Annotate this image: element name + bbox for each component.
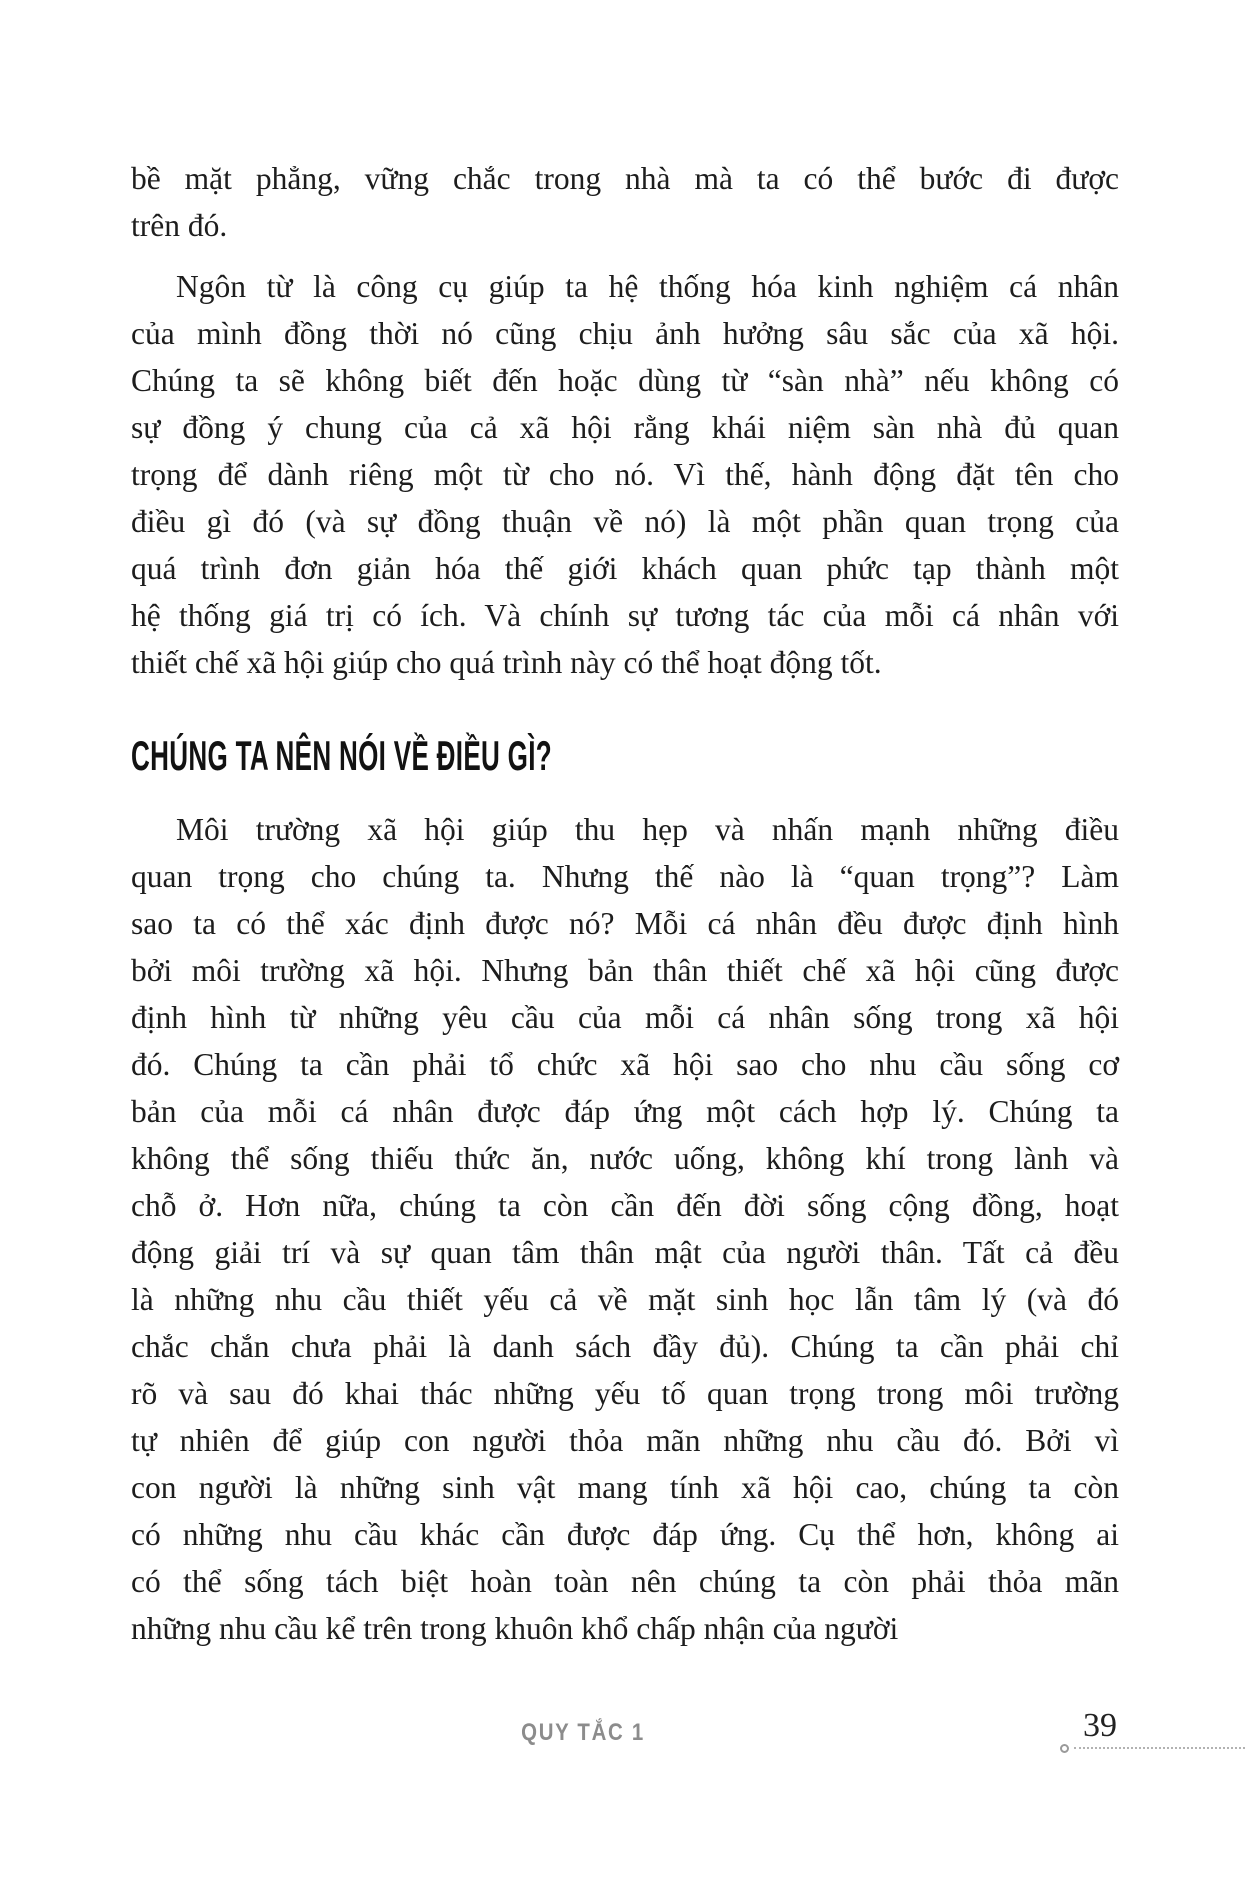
text-line: bản của mỗi cá nhân được đáp ứng một cách hợp lý. Chúng ta: [131, 1094, 1119, 1129]
paragraph: [131, 155, 1119, 249]
page-number: 39: [1083, 1707, 1117, 1744]
text-line: Chúng ta sẽ không biết đến hoặc dùng từ “sàn nhà” nếu không có: [131, 363, 1119, 398]
text-line: không thể sống thiếu thức ăn, nước uống, không khí trong lành và: [131, 1141, 1119, 1176]
text-line: đó. Chúng ta cần phải tổ chức xã hội sao cho nhu cầu sống cơ: [131, 1047, 1119, 1082]
text-line: Môi trường xã hội giúp thu hẹp và nhấn mạnh những điều: [176, 812, 1119, 847]
text-line: sao ta có thể xác định được nó? Mỗi cá nhân đều được định hình: [131, 906, 1119, 941]
text-line: những nhu cầu kể trên trong khuôn khổ chấp nhận của người: [131, 1611, 899, 1646]
text-line: con người là những sinh vật mang tính xã hội cao, chúng ta còn: [131, 1470, 1119, 1505]
text-line: thiết chế xã hội giúp cho quá trình này có thể hoạt động tốt.: [131, 645, 882, 680]
text-line: quá trình đơn giản hóa thế giới khách quan phức tạp thành một: [131, 551, 1119, 586]
text-line: định hình từ những yêu cầu của mỗi cá nhân sống trong xã hội: [131, 1000, 1119, 1035]
text-line: có những nhu cầu khác cần được đáp ứng. Cụ thể hơn, không ai: [131, 1517, 1119, 1552]
text-line: chắc chắn chưa phải là danh sách đầy đủ). Chúng ta cần phải chỉ: [131, 1329, 1119, 1364]
text-line: trên đó.: [131, 208, 228, 243]
paragraph: [131, 263, 1119, 686]
text-line: hệ thống giá trị có ích. Và chính sự tương tác của mỗi cá nhân với: [131, 598, 1119, 633]
running-footer-section-label: QUY TẮC 1: [521, 1719, 645, 1746]
text-line: tự nhiên để giúp con người thỏa mãn những nhu cầu đó. Bởi vì: [131, 1423, 1119, 1458]
footer-dotted-rule: [1074, 1747, 1245, 1749]
text-line: là những nhu cầu thiết yếu cả về mặt sinh học lẫn tâm lý (và đó: [131, 1282, 1119, 1317]
text-line: trọng để dành riêng một từ cho nó. Vì thế, hành động đặt tên cho: [131, 457, 1119, 492]
page-body: [131, 155, 1119, 1652]
text-line: bề mặt phẳng, vững chắc trong nhà mà ta có thể bước đi được: [131, 161, 1119, 196]
text-line: sự đồng ý chung của cả xã hội rằng khái niệm sàn nhà đủ quan: [131, 410, 1119, 445]
text-line: quan trọng cho chúng ta. Nhưng thế nào là “quan trọng”? Làm: [131, 859, 1119, 894]
text-line: động giải trí và sự quan tâm thân mật của người thân. Tất cả đều: [131, 1235, 1119, 1270]
text-line: rõ và sau đó khai thác những yếu tố quan trọng trong môi trường: [131, 1376, 1119, 1411]
text-line: chỗ ở. Hơn nữa, chúng ta còn cần đến đời sống cộng đồng, hoạt: [131, 1188, 1119, 1223]
text-line: của mình đồng thời nó cũng chịu ảnh hưởng sâu sắc của xã hội.: [131, 316, 1119, 351]
section-heading: CHÚNG TA NÊN NÓI VỀ ĐIỀU GÌ?: [131, 732, 552, 779]
text-line: bởi môi trường xã hội. Nhưng bản thân thiết chế xã hội cũng được: [131, 953, 1119, 988]
text-line: Ngôn từ là công cụ giúp ta hệ thống hóa kinh nghiệm cá nhân: [176, 269, 1119, 304]
text-line: có thể sống tách biệt hoàn toàn nên chúng ta còn phải thỏa mãn: [131, 1564, 1119, 1599]
paragraph: [131, 806, 1119, 1652]
footer-ring-ornament-icon: [1060, 1744, 1069, 1753]
text-line: điều gì đó (và sự đồng thuận về nó) là một phần quan trọng của: [131, 504, 1119, 539]
